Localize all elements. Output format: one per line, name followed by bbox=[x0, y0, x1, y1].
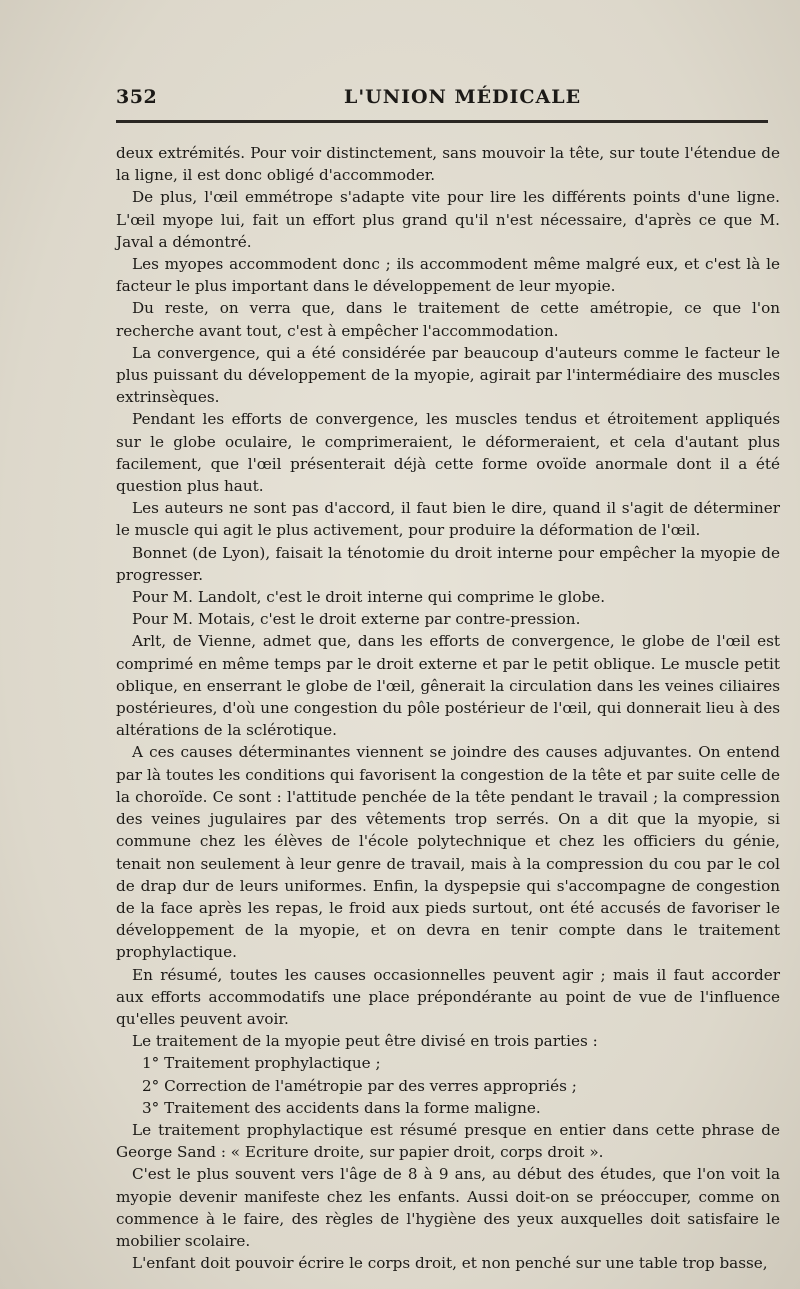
paragraph: Du reste, on verra que, dans le traitement de cette amétropie, ce que l'on recherche avant tout, c'est à empêcher l'accommodation. bbox=[116, 299, 780, 340]
paragraph: A ces causes déterminantes viennent se joindre des causes adjuvantes. On entend par là toutes les conditions qui favorisent la congestion de la tête et par suite celle de la choroïde. Ce sont : l'attitude penchée de la tête pendant le travail ; la compression des veines jugulaires par des vêtements trop serrés. On a dit que la myopie, si commune chez les élèves de l'école polytechnique et chez les officiers du génie, tenait non seulement à leur genre de travail, mais à la compression du cou par le col de drap dur de leurs uniformes. Enfin, la dyspepsie qui s'accompagne de congestion de la face après les repas, le froid aux pieds surtout, ont été accusés de favoriser le développement de la myopie, et on devra en tenir compte dans le traitement prophylactique. bbox=[116, 743, 780, 962]
body-text bbox=[116, 142, 780, 1274]
paragraph: La convergence, qui a été considérée par beaucoup d'auteurs comme le facteur le plus puissant du développement de la myopie, agirait par l'intermédiaire des muscles extrinsèques. bbox=[116, 343, 780, 407]
list-item: 2° Correction de l'amétropie par des verres appropriés ; bbox=[142, 1076, 577, 1095]
paragraph: Arlt, de Vienne, admet que, dans les efforts de convergence, le globe de l'œil est comprimé en même temps par le droit externe et par le petit oblique. Le muscle petit oblique, en enserrant le globe de l'œil, gênerait la circulation dans les veines ciliaires postérieures, d'où une congestion du pôle postérieur de l'œil, qui donnerait lieu à des altérations de la sclérotique. bbox=[116, 632, 780, 740]
page-header bbox=[112, 84, 772, 114]
paragraph: Les auteurs ne sont pas d'accord, il faut bien le dire, quand il s'agit de déterminer le muscle qui agit le plus activement, pour produire la déformation de l'œil. bbox=[116, 499, 780, 540]
paragraph: Le traitement prophylactique est résumé presque en entier dans cette phrase de George Sand : « Ecriture droite, sur papier droit, corps droit ». bbox=[116, 1120, 780, 1162]
page-number: 352 bbox=[116, 86, 158, 108]
paragraph: En résumé, toutes les causes occasionnelles peuvent agir ; mais il faut accorder aux efforts accommodatifs une place prépondérante au point de vue de l'influence qu'elles peuvent avoir. bbox=[116, 965, 780, 1028]
list-item: 1° Traitement prophylactique ; bbox=[142, 1054, 381, 1073]
paragraph: Pendant les efforts de convergence, les muscles tendus et étroitement appliqués sur le globe oculaire, le comprimeraient, le déformeraient, et cela d'autant plus facilement, que l'œil présenterait déjà cette forme ovoïde anormale dont il a été question plus haut. bbox=[116, 410, 780, 496]
paragraph: Bonnet (de Lyon), faisait la ténotomie du droit interne pour empêcher la myopie de progresser. bbox=[116, 543, 780, 584]
paragraph: Pour M. Landolt, c'est le droit interne qui comprime le globe. bbox=[132, 588, 606, 607]
header-rule bbox=[116, 120, 768, 123]
paragraph: Le traitement de la myopie peut être divisé en trois parties : bbox=[132, 1032, 598, 1051]
paragraph: C'est le plus souvent vers l'âge de 8 à 9 ans, au début des études, que l'on voit la myopie devenir manifeste chez les enfants. Aussi doit-on se préoccuper, comme on commence à le faire, des règles de l'hygiène des yeux auxquelles doit satisfaire le mobilier scolaire. bbox=[116, 1165, 780, 1250]
paragraph: L'enfant doit pouvoir écrire le corps droit, et non penché sur une table trop basse, bbox=[132, 1254, 768, 1273]
paragraph: Les myopes accommodent donc ; ils accommodent même malgré eux, et c'est là le facteur le plus important dans le développement de leur myopie. bbox=[116, 255, 780, 296]
paragraph: deux extrémités. Pour voir distinctement, sans mouvoir la tête, sur toute l'étendue de la ligne, il est donc obligé d'accommoder. bbox=[116, 144, 780, 185]
list-item: 3° Traitement des accidents dans la forme maligne. bbox=[142, 1098, 541, 1117]
paragraph: Pour M. Motais, c'est le droit externe par contre-pression. bbox=[132, 610, 581, 629]
running-title: L'UNION MÉDICALE bbox=[344, 86, 582, 108]
paragraph: De plus, l'œil emmétrope s'adapte vite pour lire les différents points d'une ligne. L'œil myope lui, fait un effort plus grand qu'il n'est nécessaire, d'après ce que M. Javal a démontré. bbox=[116, 188, 780, 251]
